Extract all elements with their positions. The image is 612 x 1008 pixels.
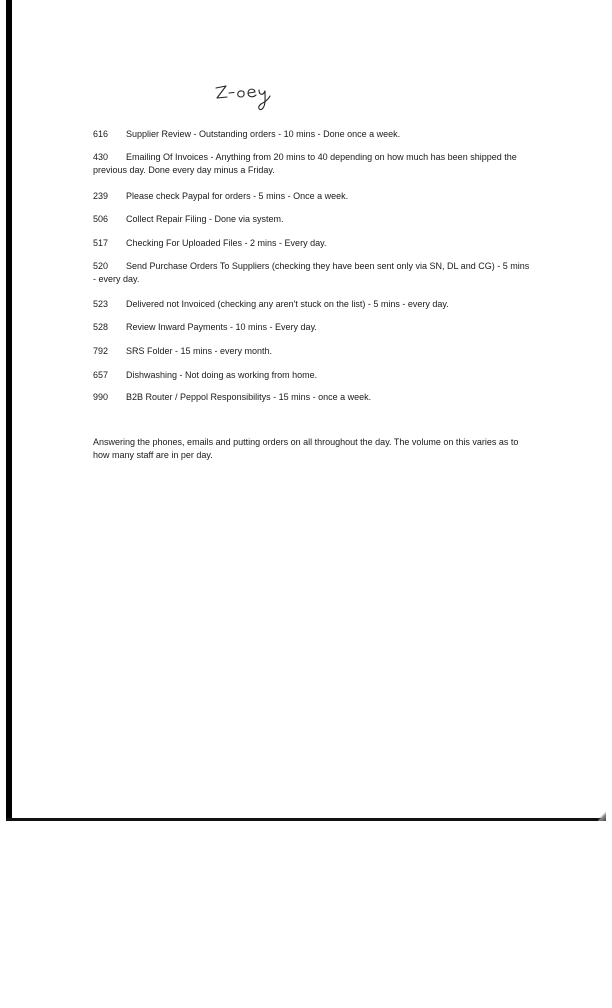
closing-note: Answering the phones, emails and putting orders on all throughout the day. The volume on this varies as to how many staff are in per day.: [93, 437, 519, 460]
task-description: Send Purchase Orders To Suppliers (checking they have been sent only via SN, DL and CG) - 5 mins - every day.: [93, 261, 530, 284]
task-description: Checking For Uploaded Files - 2 mins - Every day.: [126, 238, 327, 248]
task-code: 517: [93, 238, 109, 248]
task-item: [93, 369, 317, 382]
task-item: [93, 213, 284, 226]
task-description: SRS Folder - 15 mins - every month.: [126, 346, 273, 356]
task-description: B2B Router / Peppol Responsibilitys - 15 mins - once a week.: [126, 392, 372, 402]
task-description: Dishwashing - Not doing as working from home.: [126, 370, 318, 380]
scan-border-bottom: [6, 818, 604, 821]
task-code: 239: [93, 191, 109, 201]
task-description: Please check Paypal for orders - 5 mins - Once a week.: [126, 191, 349, 201]
task-item: [93, 321, 317, 334]
signature-zoey: [212, 76, 308, 116]
task-code: 528: [93, 322, 109, 332]
task-item: [93, 128, 400, 141]
scan-corner: [598, 812, 606, 821]
task-description: Supplier Review - Outstanding orders - 10 mins - Done once a week.: [126, 129, 401, 139]
task-code: 523: [93, 299, 109, 309]
task-code: 657: [93, 370, 109, 380]
task-description: Delivered not Invoiced (checking any aren't stuck on the list) - 5 mins - every day.: [126, 299, 449, 309]
task-item: [93, 151, 533, 176]
task-item: [93, 391, 371, 404]
task-item: [93, 345, 272, 358]
task-description: Emailing Of Invoices - Anything from 20 mins to 40 depending on how much has been shipped the previous day. Done every day minus a Friday.: [93, 152, 517, 175]
task-code: 506: [93, 214, 109, 224]
task-code: 792: [93, 346, 109, 356]
task-description: Review Inward Payments - 10 mins - Every day.: [126, 322, 317, 332]
task-code: 990: [93, 392, 109, 402]
task-description: Collect Repair Filing - Done via system.: [126, 214, 284, 224]
task-item: [93, 298, 449, 311]
task-item: [93, 190, 348, 203]
task-item: [93, 237, 326, 250]
task-item: [93, 260, 533, 285]
task-code: 520: [93, 261, 109, 271]
scan-border-left: [6, 0, 12, 821]
task-code: 616: [93, 129, 109, 139]
task-code: 430: [93, 152, 109, 162]
